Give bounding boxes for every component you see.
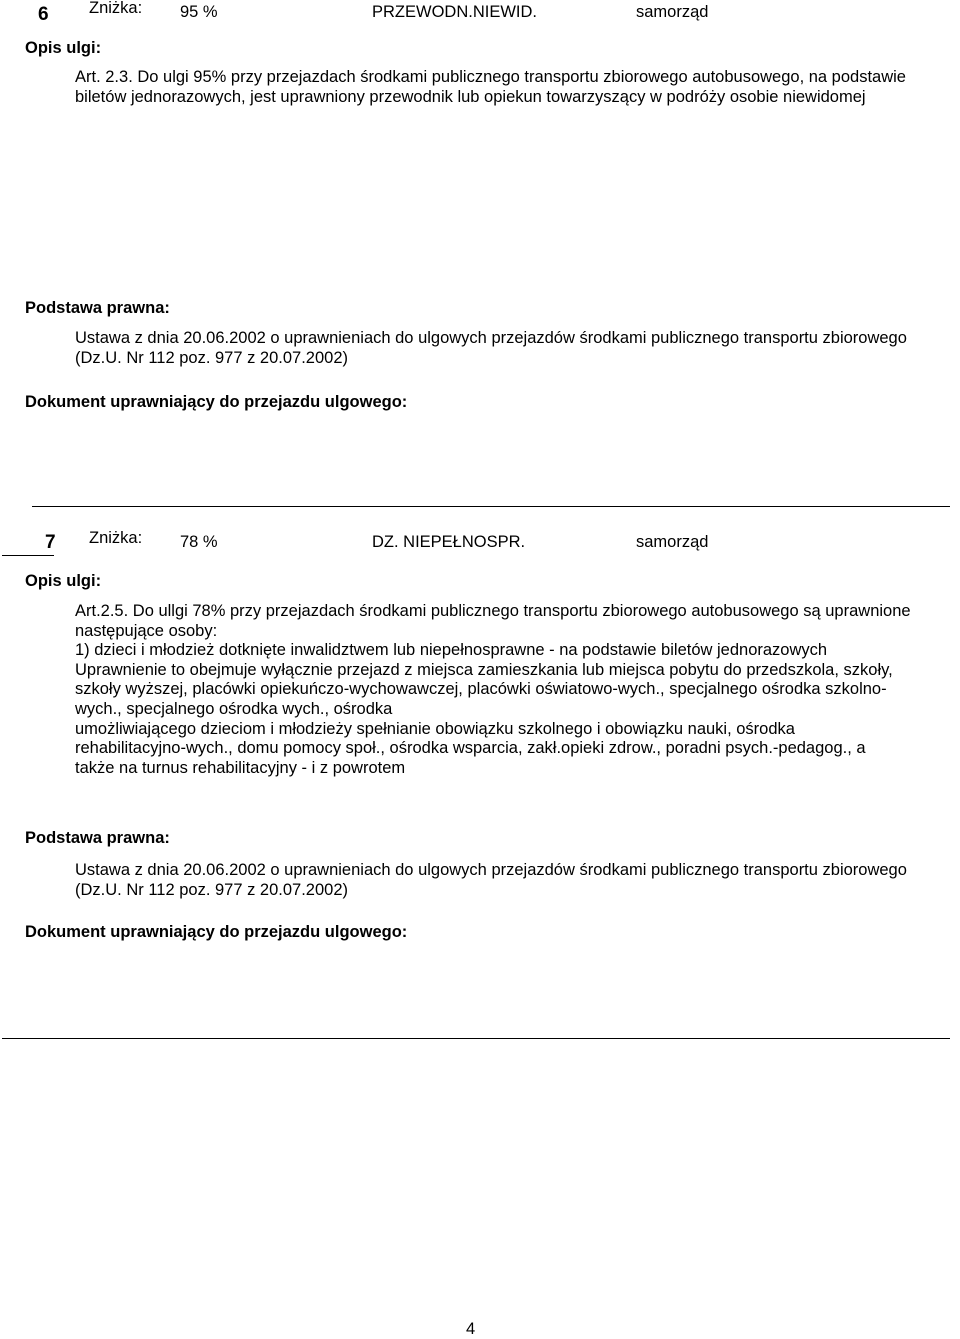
description-line: szkoły wyższej, placówki opiekuńczo-wychowawczej, placówki oświatowo-wych., specjalnego ośrodka szkolno- [75, 680, 887, 699]
legal-basis-line: (Dz.U. Nr 112 poz. 977 z 20.07.2002) [75, 880, 349, 899]
description-line: następujące osoby: [75, 621, 218, 640]
document-heading: Dokument uprawniający do przejazdu ulgowego: [25, 393, 408, 411]
description-line: umożliwiającego dzieciom i młodzieży spełnianie obowiązku szkolnego i obowiązku nauki, ośrodka [75, 719, 795, 738]
description-line: Uprawnienie to obejmuje wyłącznie przejazd z miejsca zamieszkania lub miejsca pobytu do przedszkola, szkoły, [75, 660, 893, 679]
discount-value: 95 % [180, 3, 218, 21]
legal-basis-line: Ustawa z dnia 20.06.2002 o uprawnieniach do ulgowych przejazdów środkami publicznego transportu zbiorowego [75, 861, 907, 879]
description-line: Art. 2.3. Do ulgi 95% przy przejazdach środkami publicznego transportu zbiorowego autobusowego, na podstawie [75, 68, 906, 86]
legal-basis-text [75, 329, 907, 368]
description-line: także na turnus rehabilitacyjny - i z powrotem [75, 758, 406, 777]
legal-basis-line: (Dz.U. Nr 112 poz. 977 z 20.07.2002) [75, 348, 349, 367]
entry-separator [2, 1038, 950, 1039]
description-line: Art.2.5. Do ullgi 78% przy przejazdach środkami publicznego transportu zbiorowego autobusowego są uprawnione [75, 602, 911, 620]
legal-basis-line: Ustawa z dnia 20.06.2002 o uprawnieniach do ulgowych przejazdów środkami publicznego transportu zbiorowego [75, 329, 907, 347]
legal-basis-heading: Podstawa prawna: [25, 299, 170, 317]
description-line: biletów jednorazowych, jest uprawniony przewodnik lub opiekun towarzyszący w podróży osobie niewidomej [75, 87, 866, 106]
description-heading: Opis ulgi: [25, 572, 102, 590]
description-text [75, 68, 906, 107]
description-line: wych., specjalnego ośrodka wych., ośrodka [75, 699, 393, 718]
entry-number-underline [2, 555, 54, 556]
legal-basis-heading: Podstawa prawna: [25, 829, 170, 847]
legal-basis-text [75, 861, 907, 900]
entry-number: 6 [38, 4, 49, 25]
entry-number: 7 [45, 532, 56, 553]
description-line: rehabilitacyjno-wych., domu pomocy społ., ośrodka wsparcia, zakł.opieki zdrow., poradni psych.-pedagog., a [75, 739, 866, 758]
description-heading: Opis ulgi: [25, 39, 102, 57]
entry-separator [32, 506, 950, 507]
issuer: samorząd [636, 533, 709, 551]
page-number: 4 [466, 1320, 476, 1338]
issuer: samorząd [636, 3, 709, 21]
category-code: PRZEWODN.NIEWID. [372, 3, 537, 21]
discount-label: Zniżka: [89, 0, 143, 17]
discount-label: Zniżka: [89, 529, 143, 547]
document-heading: Dokument uprawniający do przejazdu ulgowego: [25, 923, 408, 941]
discount-value: 78 % [180, 533, 218, 551]
description-text [75, 602, 911, 778]
description-line: 1) dzieci i młodzież dotknięte inwalidztwem lub niepełnosprawne - na podstawie biletów jednorazowych [75, 641, 828, 660]
category-code: DZ. NIEPEŁNOSPR. [372, 533, 526, 551]
